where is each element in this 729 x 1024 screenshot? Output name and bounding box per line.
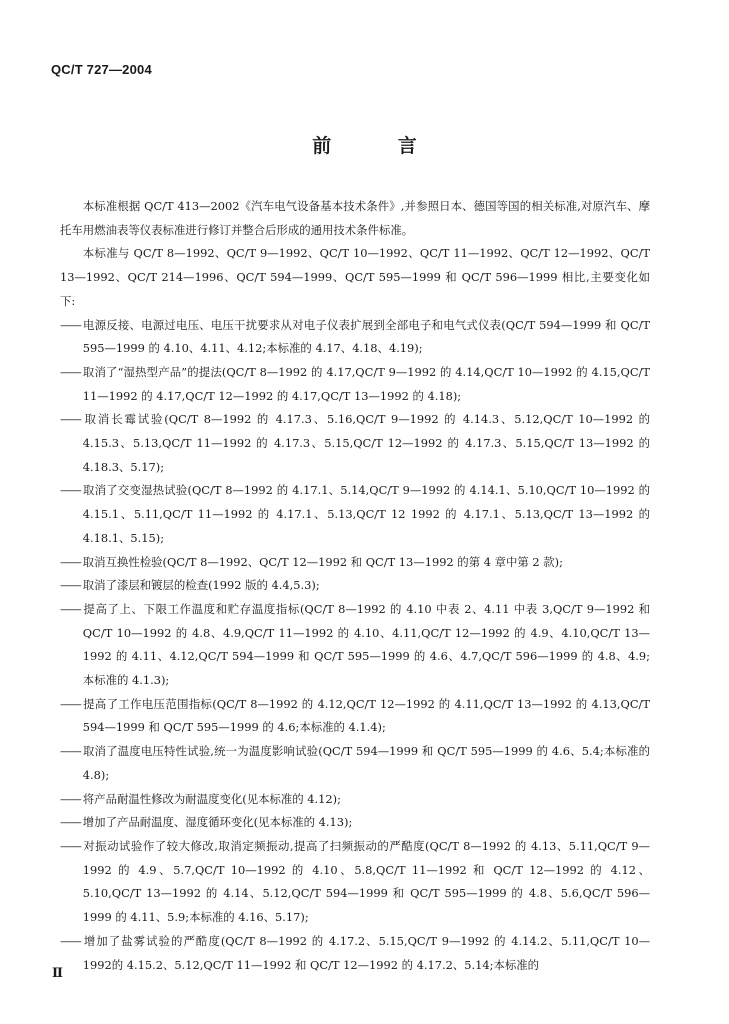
dash-marker: —— <box>60 933 81 948</box>
dash-marker: —— <box>60 554 81 569</box>
intro-paragraph: 本标准根据 QC/T 413—2002《汽车电气设备基本技术条件》,并参照日本、德国等国的相关标准,对原汽车、摩托车用燃油表等仪表标准进行修订并整合后形成的通用技术条件标准。 <box>60 199 650 237</box>
change-item <box>60 408 650 479</box>
change-item-text: 对振动试验作了较大修改,取消定频振动,提高了扫频振动的严酷度(QC/T 8—1992 的 4.13、5.11,QC/T 9—1992 的 4.9、5.7,QC/T 10—1992 的 4.10、5.8,QC/T 11—1992 和 QC/T 12—1992 的 4.12、5.10,QC/T 13—1992 的 4.14、5.12,QC/T 594—1999 和 QC/T 595—1999 的 4.8、5.6,QC/T 596—1999 的 4.11、5.9;本标准的 4.16、5.17); <box>82 838 650 925</box>
change-item-text: 增加了产品耐温度、湿度循环变化(见本标准的 4.13); <box>82 815 353 830</box>
change-item <box>60 361 650 408</box>
dash-marker: —— <box>60 317 81 332</box>
change-item-text: 提高了上、下限工作温度和贮存温度指标(QC/T 8—1992 的 4.10 中表 2、4.11 中表 3,QC/T 9—1992 和 QC/T 10—1992 的 4.8、4.9,QC/T 11—1992 的 4.10、4.11,QC/T 12—1992 的 4.9、4.10,QC/T 13—1992 的 4.11、4.12,QC/T 594—1999 和 QC/T 595—1999 的 4.6、4.7,QC/T 596—1999 的 4.8、4.9;本标准的 4.1.3); <box>82 601 650 688</box>
dash-marker: —— <box>60 412 81 427</box>
dash-marker: —— <box>60 791 81 806</box>
page-number: Ⅱ <box>52 966 63 981</box>
page-title: 前 言 <box>312 135 447 157</box>
change-item-text: 取消了“湿热型产品”的提法(QC/T 8—1992 的 4.17,QC/T 9—1992 的 4.14,QC/T 10—1992 的 4.15,QC/T 11—1992 的 4.17,QC/T 12—1992 的 4.17,QC/T 13—1992 的 4.18); <box>82 364 650 403</box>
change-item <box>60 693 650 740</box>
dash-marker: —— <box>60 601 81 616</box>
foreword-body <box>60 195 650 977</box>
change-item-text: 取消了温度电压特性试验,统一为温度影响试验(QC/T 594—1999 和 QC/T 595—1999 的 4.6、5.4;本标准的 4.8); <box>82 744 650 782</box>
change-item-text: 将产品耐温性修改为耐温度变化(见本标准的 4.12); <box>82 791 341 806</box>
change-item <box>60 788 650 812</box>
change-item <box>60 811 650 835</box>
dash-marker: —— <box>60 815 81 830</box>
standard-code-header: QC/T 727—2004 <box>51 62 152 77</box>
change-item <box>60 479 650 550</box>
dash-marker: —— <box>60 744 81 759</box>
change-item-text: 取消长霉试验(QC/T 8—1992 的 4.17.3、5.16,QC/T 9—1992 的 4.14.3、5.12,QC/T 10—1992 的 4.15.3、5.13,QC/T 11—1992 的 4.17.3、5.15,QC/T 12—1992 的 4.17.3、5.15,QC/T 13—1992 的 4.18.3、5.17); <box>82 412 650 474</box>
change-item-text: 提高了工作电压范围指标(QC/T 8—1992 的 4.12,QC/T 12—1992 的 4.11,QC/T 13—1992 的 4.13,QC/T 594—1999 和 QC/T 595—1999 的 4.6;本标准的 4.1.4); <box>82 696 650 735</box>
dash-marker: —— <box>60 483 81 498</box>
dash-marker: —— <box>60 578 81 593</box>
dash-marker: —— <box>60 838 81 853</box>
change-item-text: 取消了交变湿热试验(QC/T 8—1992 的 4.17.1、5.14,QC/T 9—1992 的 4.14.1、5.10,QC/T 10—1992 的 4.15.1、5.11,QC/T 11—1992 的 4.17.1、5.13,QC/T 12 1992 的 4.17.1、5.13,QC/T 13—1992 的 4.18.1、5.15); <box>82 483 650 545</box>
dash-marker: —— <box>60 364 81 379</box>
change-item-text: 增加了盐雾试验的严酷度(QC/T 8—1992 的 4.17.2、5.15,QC/T 9—1992 的 4.14.2、5.11,QC/T 10—1992的 4.15.2、5.12,QC/T 11—1992 和 QC/T 12—1992 的 4.17.2、5.14;本标准的 <box>82 933 650 972</box>
change-item <box>60 930 650 977</box>
change-item <box>60 314 650 361</box>
change-item <box>60 574 650 598</box>
intro-paragraph: 本标准与 QC/T 8—1992、QC/T 9—1992、QC/T 10—1992、QC/T 11—1992、QC/T 12—1992、QC/T 13—1992、QC/T 214—1996、QC/T 594—1999、QC/T 595—1999 和 QC/T 596—1999 相比,主要变化如下: <box>60 246 650 308</box>
change-item-text: 取消了漆层和镀层的检查(1992 版的 4.4,5.3); <box>82 578 320 593</box>
dash-marker: —— <box>60 696 81 711</box>
change-item-text: 取消互换性检验(QC/T 8—1992、QC/T 12—1992 和 QC/T 13—1992 的第 4 章中第 2 款); <box>82 554 563 569</box>
change-item <box>60 598 650 693</box>
change-item <box>60 835 650 930</box>
change-item-text: 电源反接、电源过电压、电压干扰要求从对电子仪表扩展到全部电子和电气式仪表(QC/T 594—1999 和 QC/T 595—1999 的 4.10、4.11、4.12;本标准的 4.17、4.18、4.19); <box>82 317 650 356</box>
change-item <box>60 551 650 575</box>
change-item <box>60 740 650 787</box>
